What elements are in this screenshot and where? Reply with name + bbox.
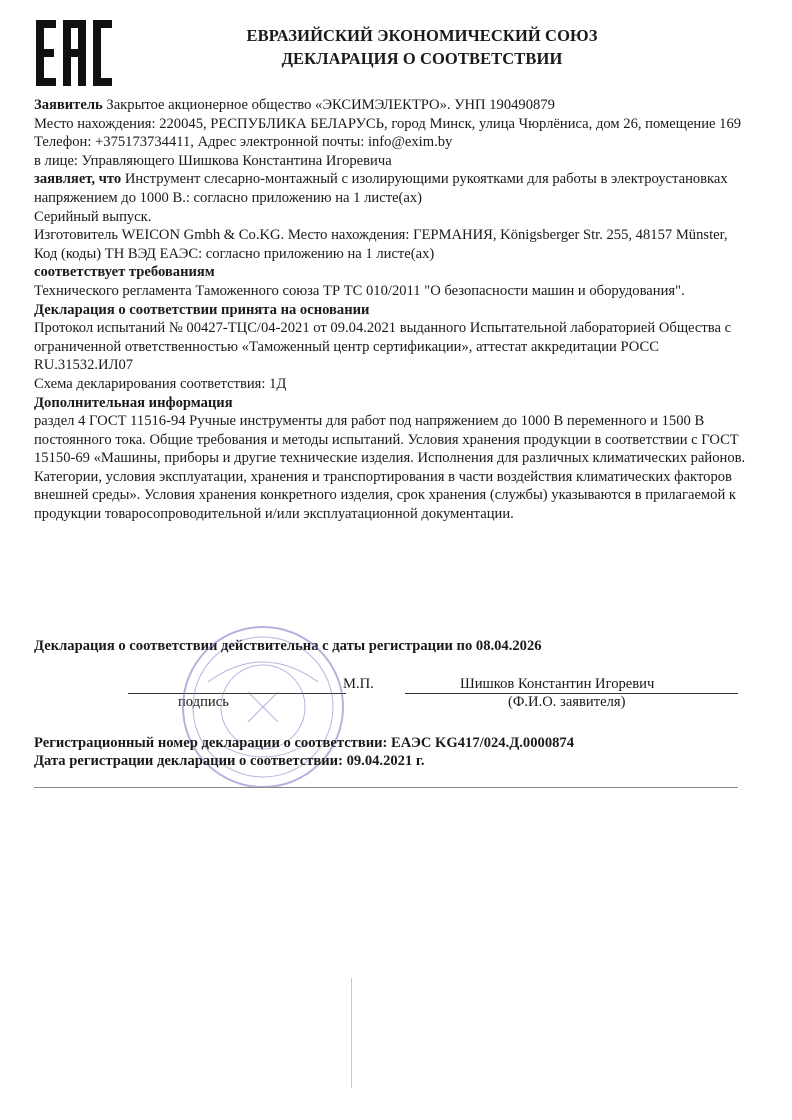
product-text: Инструмент слесарно-монтажный с изолирующими рукоятками для работы в электроустановках напряжением до 1000 В.: согласно приложению на 1 листе(ах) bbox=[34, 171, 728, 206]
basis-protocol: Протокол испытаний № 00427-ТЦС/04-2021 от 09.04.2021 выданного Испытательной лабораторией Общества с ограниченной ответственностью «Таможенный центр сертификации», аттестат аккредитации РОСС RU.31532.ИЛ07 bbox=[34, 320, 732, 374]
applicant-contacts: Телефон: +375173734411, Адрес электронной почты: info@exim.by bbox=[34, 134, 453, 151]
applicant-label: Заявитель bbox=[34, 97, 103, 113]
compliance-text: Технического регламента Таможенного союза ТР ТС 010/2011 "О безопасности машин и оборудования". bbox=[34, 282, 685, 299]
additional-heading: Дополнительная информация bbox=[34, 394, 233, 411]
compliance-heading: соответствует требованиям bbox=[34, 264, 215, 281]
registration-date: Дата регистрации декларации о соответствии: 09.04.2021 г. bbox=[34, 753, 425, 769]
document-header bbox=[200, 24, 644, 70]
stamp-place-label: М.П. bbox=[343, 676, 374, 692]
signer-name: Шишков Константин Игоревич bbox=[460, 676, 655, 692]
basis-heading: Декларация о соответствии принята на основании bbox=[34, 301, 370, 318]
registration-number: Регистрационный номер декларации о соответствии: ЕАЭС KG417/024.Д.0000874 bbox=[34, 735, 575, 751]
bottom-divider bbox=[34, 787, 738, 788]
applicant-address: Место нахождения: 220045, РЕСПУБЛИКА БЕЛАРУСЬ, город Минск, улица Чюрлёниса, дом 26, помещение 169 bbox=[34, 115, 742, 132]
eac-logo-icon bbox=[36, 20, 112, 86]
additional-text: раздел 4 ГОСТ 11516-94 Ручные инструменты для работ под напряжением до 1000 В переменного и 1500 В постоянного тока. Общие требования и методы испытаний. Условия хранения продукции в соответствии с ГОСТ 15150-69 «Машины, приборы и другие технические изделия. Исполнения для различных климатических районов. Категории, условия эксплуатации, хранения и транспортирования в части воздействия климатических факторов внешней среды». Условия хранения конкретного изделия, срок хранения (службы) указываются в прилагаемой к продукции товаросопроводительной и/или эксплуатационной документации. bbox=[34, 413, 746, 523]
union-title: ЕВРАЗИЙСКИЙ ЭКОНОМИЧЕСКИЙ СОЮЗ bbox=[246, 26, 598, 45]
applicant-person: в лице: Управляющего Шишкова Константина Игоревича bbox=[34, 152, 392, 169]
registration-block bbox=[34, 734, 746, 770]
serial-text: Серийный выпуск. bbox=[34, 208, 152, 225]
declaration-title: ДЕКЛАРАЦИЯ О СООТВЕТСТВИИ bbox=[281, 49, 563, 68]
signature-line bbox=[128, 693, 346, 694]
codes-text: Код (коды) ТН ВЭД ЕАЭС: согласно приложению на 1 листе(ах) bbox=[34, 245, 435, 262]
declares-line bbox=[34, 170, 746, 207]
page-mark bbox=[351, 978, 352, 1088]
declares-label: заявляет, что bbox=[34, 171, 122, 188]
manufacturer-text: Изготовитель WEICON Gmbh & Co.KG. Место нахождения: ГЕРМАНИЯ, Königsberger Str. 255, 48157 Münster, bbox=[34, 227, 728, 244]
applicant-name: Закрытое акционерное общество «ЭКСИМЭЛЕКТРО». УНП 190490879 bbox=[102, 97, 555, 113]
declaration-body bbox=[34, 96, 746, 524]
validity-statement: Декларация о соответствии действительна с даты регистрации по 08.04.2026 bbox=[34, 638, 542, 654]
basis-scheme: Схема декларирования соответствия: 1Д bbox=[34, 375, 287, 392]
applicant-line bbox=[34, 96, 746, 115]
signature-label: подпись bbox=[178, 694, 229, 710]
fio-label: (Ф.И.О. заявителя) bbox=[508, 694, 626, 710]
